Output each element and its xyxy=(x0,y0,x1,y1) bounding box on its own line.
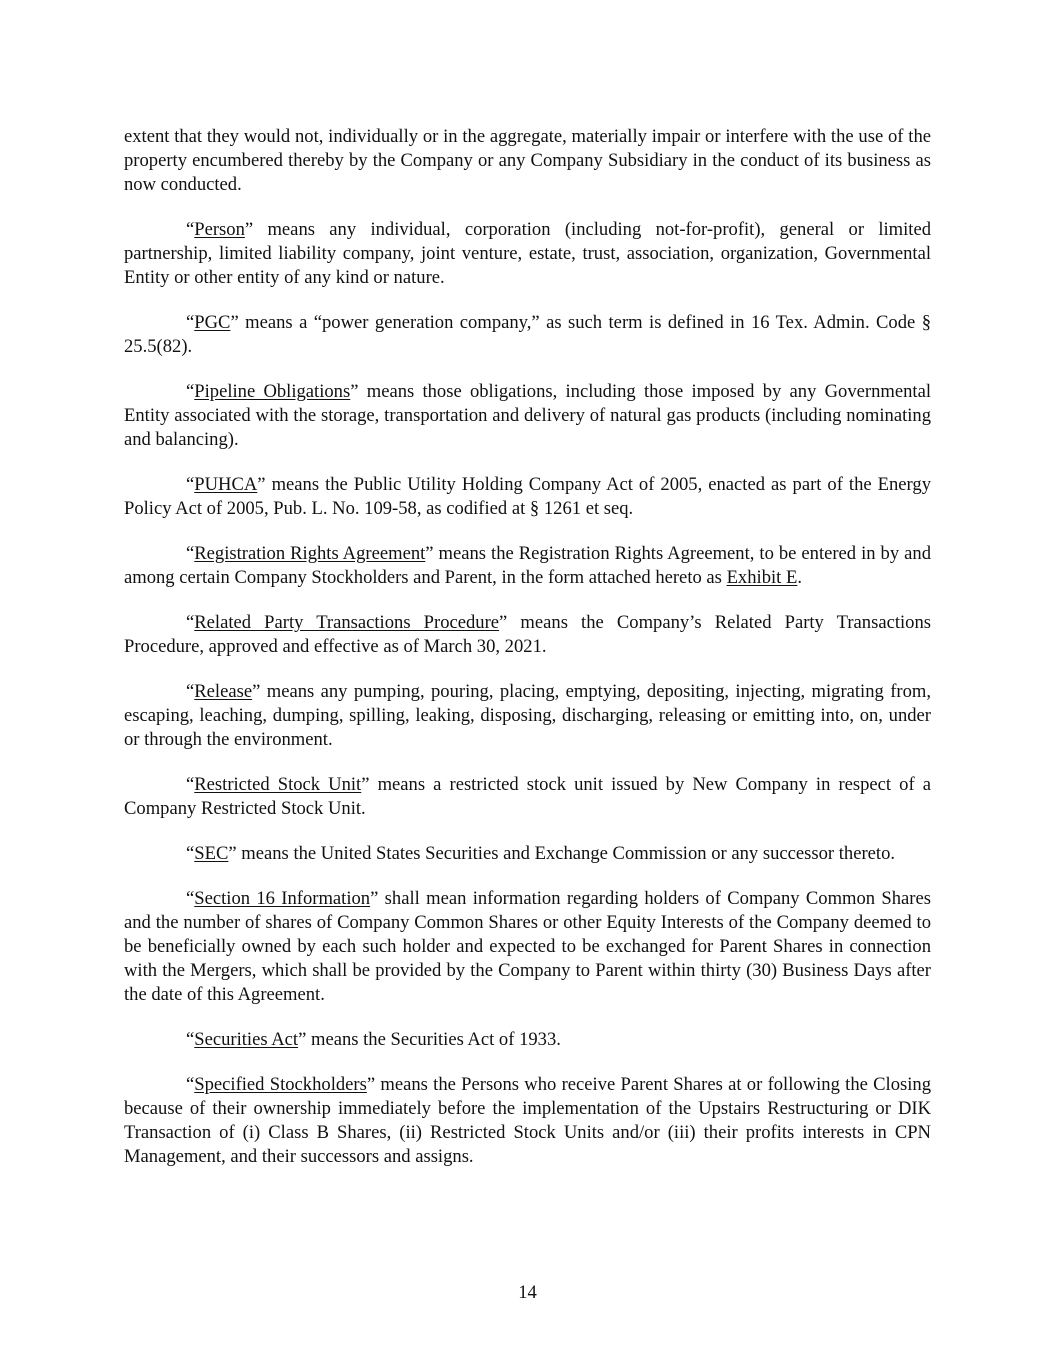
exhibit-reference: Exhibit E xyxy=(726,567,798,588)
definition-registration-rights-agreement: “Registration Rights Agreement” means the Registration Rights Agreement, to be entered in by and among certain Company Stockholders and Parent, in the form attached hereto as Exhibit E. xyxy=(124,543,931,588)
defined-term: Specified Stockholders xyxy=(194,1074,367,1095)
definition-text: means a restricted stock unit issued by New Company in respect of a Company Restricted Stock Unit. xyxy=(124,774,931,819)
defined-term: PUHCA xyxy=(194,474,258,495)
definition-release: “Release” means any pumping, pouring, placing, emptying, depositing, injecting, migrating from, escaping, leaching, dumping, spilling, leaking, disposing, discharging, releasing or emitting into, on, under or through the environment. xyxy=(124,681,931,750)
definition-text: means the Securities Act of 1933. xyxy=(306,1029,561,1050)
defined-term: Restricted Stock Unit xyxy=(194,774,362,795)
definition-text: means the United States Securities and Exchange Commission or any successor thereto. xyxy=(236,843,896,864)
continuation-text: extent that they would not, individually or in the aggregate, materially impair or interfere with the use of the property encumbered thereby by the Company or any Company Subsidiary in the conduct of its business as now conducted. xyxy=(124,126,931,195)
definition-sec: “SEC” means the United States Securities and Exchange Commission or any successor thereto. xyxy=(186,843,896,864)
definition-securities-act: “Securities Act” means the Securities Act of 1933. xyxy=(186,1029,561,1050)
definition-text: means a “power generation company,” as such term is defined in 16 Tex. Admin. Code § 25.5(82). xyxy=(124,312,931,357)
defined-term: Registration Rights Agreement xyxy=(194,543,426,564)
continuation-paragraph xyxy=(124,125,931,197)
defined-term: Securities Act xyxy=(194,1029,299,1050)
defined-term: Section 16 Information xyxy=(194,888,371,909)
definition-related-party-transactions-procedure: “Related Party Transactions Procedure” means the Company’s Related Party Transactions Procedure, approved and effective as of March 30, 2021. xyxy=(124,612,931,657)
page-number: 14 xyxy=(518,1282,537,1303)
defined-term: Person xyxy=(194,219,245,240)
defined-term: PGC xyxy=(194,312,231,333)
definition-pipeline-obligations: “Pipeline Obligations” means those obligations, including those imposed by any Governmental Entity associated with the storage, transportation and delivery of natural gas products (including nominating and balancing). xyxy=(124,381,931,450)
definition-specified-stockholders: “Specified Stockholders” means the Persons who receive Parent Shares at or following the Closing because of their ownership immediately before the implementation of the Upstairs Restructuring or DIK Transaction of (i) Class B Shares, (ii) Restricted Stock Units and/or (iii) their profits interests in CPN Management, and their successors and assigns. xyxy=(124,1074,931,1167)
definition-text: means the Company’s Related Party Transactions Procedure, approved and effective as of March 30, 2021. xyxy=(124,612,931,657)
definition-puhca: “PUHCA” means the Public Utility Holding Company Act of 2005, enacted as part of the Energy Policy Act of 2005, Pub. L. No. 109-58, as codified at § 1261 et seq. xyxy=(124,474,931,519)
definition-section-16-information: “Section 16 Information” shall mean information regarding holders of Company Common Shares and the number of shares of Company Common Shares or other Equity Interests of the Company deemed to be beneficially owned by each such holder and expected to be exchanged for Parent Shares in connection with the Mergers, which shall be provided by the Company to Parent within thirty (30) Business Days after the date of this Agreement. xyxy=(124,888,931,1005)
definition-pgc: “PGC” means a “power generation company,” as such term is defined in 16 Tex. Admin. Code § 25.5(82). xyxy=(124,312,931,357)
definition-text: means those obligations, including those imposed by any Governmental Entity associated with the storage, transportation and delivery of natural gas products (including nominating and balancing). xyxy=(124,381,931,450)
definition-text: means the Registration Rights Agreement, to be entered in by and among certain Company Stockholders and Parent, in the form attached hereto as xyxy=(124,543,931,588)
defined-term: Release xyxy=(194,681,253,702)
definition-text: means any individual, corporation (including not-for-profit), general or limited partnership, limited liability company, joint venture, estate, trust, association, organization, Governmental Entity or other entity of any kind or nature. xyxy=(124,219,931,288)
defined-term: SEC xyxy=(194,843,229,864)
definition-text: shall mean information regarding holders of Company Common Shares and the number of shares of Company Common Shares or other Equity Interests of the Company deemed to be beneficially owned by each such holder and expected to be exchanged for Parent Shares in connection with the Mergers, which shall be provided by the Company to Parent within thirty (30) Business Days after the date of this Agreement. xyxy=(124,888,931,1005)
definition-text: means any pumping, pouring, placing, emptying, depositing, injecting, migrating from, escaping, leaching, dumping, spilling, leaking, disposing, discharging, releasing or emitting into, on, under or through the environment. xyxy=(124,681,931,750)
document-body xyxy=(124,125,931,1190)
definition-person: “Person” means any individual, corporation (including not-for-profit), general or limited partnership, limited liability company, joint venture, estate, trust, association, organization, Governmental Entity or other entity of any kind or nature. xyxy=(124,219,931,288)
definition-text: means the Persons who receive Parent Shares at or following the Closing because of their ownership immediately before the implementation of the Upstairs Restructuring or DIK Transaction of (i) Class B Shares, (ii) Restricted Stock Units and/or (iii) their profits interests in CPN Management, and their successors and assigns. xyxy=(124,1074,931,1167)
defined-term: Related Party Transactions Procedure xyxy=(194,612,500,633)
defined-term: Pipeline Obligations xyxy=(194,381,351,402)
definition-restricted-stock-unit: “Restricted Stock Unit” means a restricted stock unit issued by New Company in respect of a Company Restricted Stock Unit. xyxy=(124,774,931,819)
definition-text: means the Public Utility Holding Company Act of 2005, enacted as part of the Energy Policy Act of 2005, Pub. L. No. 109-58, as codified at § 1261 et seq. xyxy=(124,474,931,519)
